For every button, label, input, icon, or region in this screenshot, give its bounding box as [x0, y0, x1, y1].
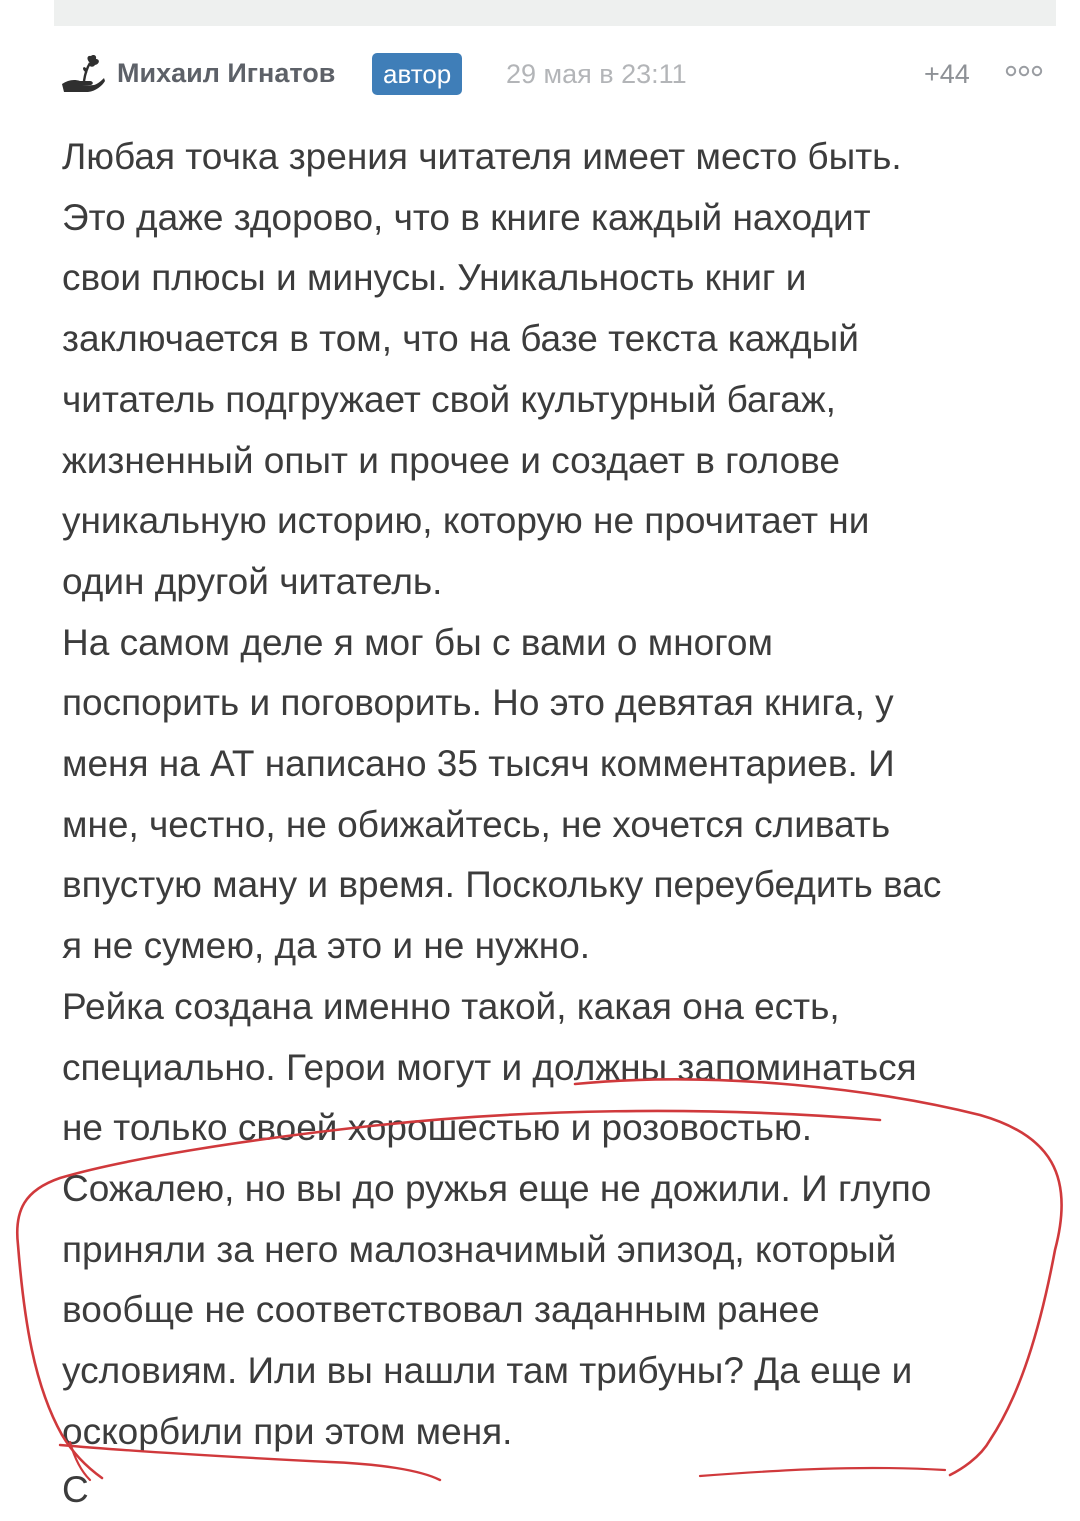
comment-line: На самом деле я мог бы с вами о многом: [62, 621, 773, 663]
comment-rating: +44: [924, 59, 970, 89]
comment-line: меня на АТ написано 35 тысяч комментариев. И: [62, 743, 895, 785]
comment-line: поспорить и поговорить. Но это девятая книга, у: [62, 682, 894, 724]
cut-off-next-line: [62, 1460, 1052, 1510]
comment-line: Любая точка зрения читателя имеет место быть.: [62, 136, 902, 177]
comment-line: один другой читатель.: [62, 560, 443, 602]
comment-timestamp[interactable]: 29 мая в 23:11: [506, 59, 687, 89]
comment-line: Это даже здорово, что в книге каждый находит: [62, 196, 871, 238]
comment-line: свои плюсы и минусы. Уникальность книг и: [62, 257, 807, 299]
comment-header: [60, 50, 1050, 100]
author-name-link[interactable]: Михаил Игнатов: [117, 58, 336, 88]
comment-line: заключается в том, что на базе текста каждый: [62, 318, 859, 360]
comment-line: С: [62, 1469, 89, 1510]
comment-line: оскорбили при этом меня.: [62, 1410, 513, 1452]
comment-line: приняли за него малозначимый эпизод, который: [62, 1228, 897, 1270]
comment-line: я не сумею, да это и не нужно.: [62, 925, 591, 967]
comment-line: читатель подгружает свой культурный багаж,: [62, 378, 836, 420]
comment-line: специально. Герои могут и должны запоминаться: [62, 1046, 917, 1088]
hand-with-flower-avatar-icon[interactable]: [60, 54, 106, 94]
comment-line: мне, честно, не обижайтесь, не хочется сливать: [62, 803, 891, 845]
comment-line: не только своей хорошестью и розовостью.: [62, 1107, 812, 1149]
more-options-icon[interactable]: [1004, 64, 1044, 78]
comment-line: впустую ману и время. Поскольку переубедить вас: [62, 864, 942, 906]
comment-line: уникальную историю, которую не прочитает ни: [62, 500, 870, 542]
previous-comment-edge: [54, 0, 1056, 26]
comment-line: жизненный опыт и прочее и создает в голове: [62, 439, 840, 481]
comment-line: Рейка создана именно такой, какая она есть,: [62, 985, 840, 1027]
author-badge: автор: [372, 53, 462, 95]
comment-line: Сожалею, но вы до ружья еще не дожили. И глупо: [62, 1167, 932, 1209]
comment-line: условиям. Или вы нашли там трибуны? Да еще и: [62, 1350, 913, 1392]
comment-line: вообще не соответствовал заданным ранее: [62, 1289, 820, 1331]
comment-text: [62, 127, 1052, 1462]
